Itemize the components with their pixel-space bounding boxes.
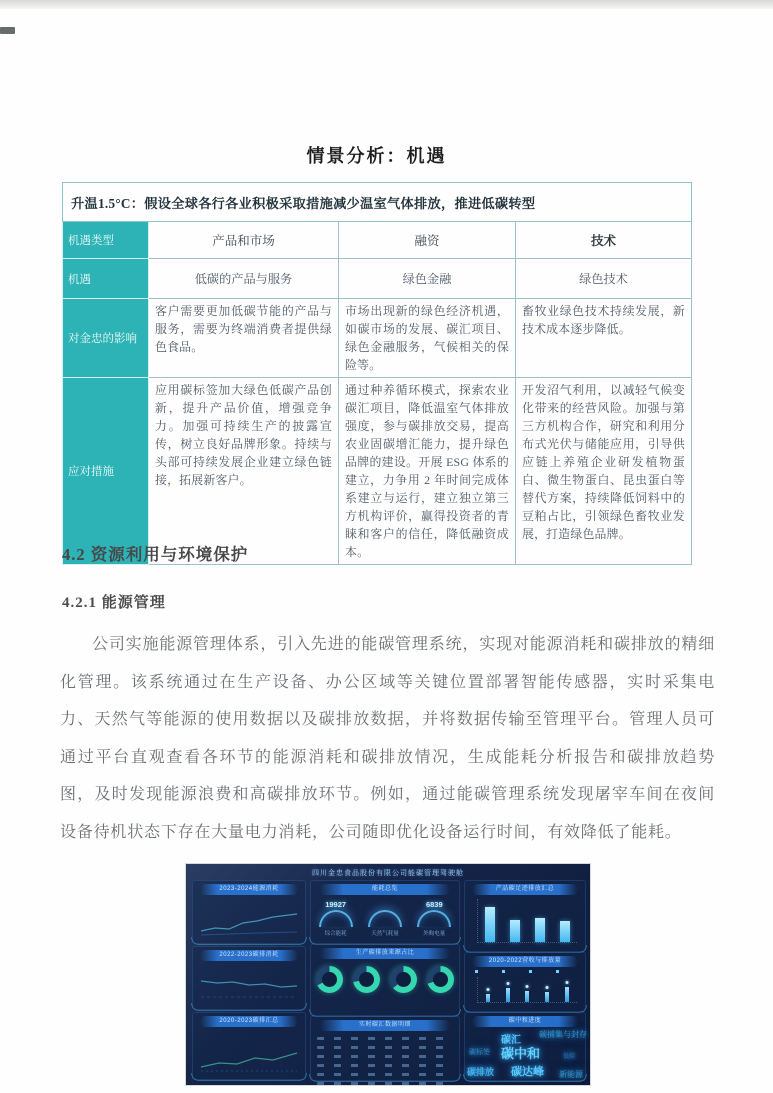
cell-impact-technology: 畜牧业绿色技术持续发展，新技术成本逐步降低。 [516,299,692,378]
emission-share-label: 生产碳排放来源占比 [320,948,450,959]
row-header-measures: 应对措施 [63,378,149,565]
scenario-opportunity-table [62,182,692,565]
carbon-trend-panel [192,946,306,1010]
dashboard-title: 四川金忠食品股份有限公司能碳管理驾驶舱 [312,870,464,877]
row-header-opportunity-type: 机遇类型 [63,222,149,259]
product-bar-chart [477,899,577,943]
donut-charts [311,966,459,993]
revenue-emission-label: 2020-2022营收与排放量 [472,956,578,967]
carbon-line-chart [199,967,299,1005]
cell-impact-financing: 市场出现新的绿色经济机遇，如碳市场的发展、碳汇项目、绿色金融服务，气候相关的保险等。 [339,299,516,378]
realtime-data-label: 实时碳汇数据明细 [320,1020,450,1031]
data-table-rows [317,1037,453,1085]
legend-dots [475,970,575,973]
table-row [63,299,692,378]
trend-bar-chart [477,977,577,1003]
revenue-emission-panel [464,952,586,1012]
gauge-row: 19927 综合能耗 天然气耗量 6839 外购电量 [311,900,459,937]
energy-overview-label: 能耗总览 [320,884,450,895]
col-header-financing: 融资 [339,222,516,259]
row-header-impact: 对金忠的影响 [63,299,149,378]
energy-line-chart [199,901,299,939]
table-row [63,259,692,299]
row-header-opportunity: 机遇 [63,259,149,299]
col-header-technology: 技术 [516,222,692,259]
table-row [63,183,692,222]
cell-opportunity-market: 低碳的产品与服务 [149,259,339,299]
scan-edge-artifact [0,0,773,9]
carbon-summary-panel [192,1012,306,1080]
product-footprint-panel [464,880,586,952]
energy-overview-panel [310,880,460,944]
cell-measures-financing: 通过种养循环模式，探索农业碳汇项目，降低温室气体排放强度，参与碳排放交易，提高农业固碳增汇能力，提升绿色品牌的建设。开展 ESG 体系的建立，力争用 2 年时间完成体系建立与运行，建立独立第三方机构评价，赢得投资者的青睐和客户的信任，降低融资成本。 [339,378,516,565]
carbon-neutral-label: 碳中和进度 [472,1016,578,1027]
cell-measures-technology: 开发沼气利用，以减轻气候变化带来的经营风险。加强与第三方机构合作，研究和利用分布式光伏与储能应用，引导供应链上养殖企业研发植物蛋白、微生物蛋白、昆虫蛋白等替代方案，持续降低饲料中的豆粕占比，引领绿色畜牧业发展，打造绿色品牌。 [516,378,692,565]
energy-trend-label: 2023-2024能源消耗 [200,884,299,895]
energy-carbon-dashboard-image [186,864,590,1085]
summary-line-chart [199,1033,299,1075]
cell-measures-market: 应用碳标签加大绿色低碳产品创新，提升产品价值，增强竞争力。加强可持续生产的披露宣传，树立良好品牌形象。持续与头部可持续发展企业建立绿色链接，拓展新客户。 [149,378,339,565]
cell-opportunity-financing: 绿色金融 [339,259,516,299]
glow-words: 碳汇 碳捕集与封存 碳标签 碳中和 低碳 碳排放 碳达峰 新能源 [467,1030,587,1079]
section-heading: 4.2 资源利用与环境保护 [62,545,249,564]
cell-opportunity-technology: 绿色技术 [516,259,692,299]
scan-mark-artifact [0,27,15,34]
emission-share-panel [310,944,460,1016]
realtime-data-panel [310,1016,460,1081]
carbon-neutral-panel [464,1012,586,1081]
carbon-summary-label: 2020-2023碳排汇总 [200,1016,299,1027]
table-caption: 情景分析：机遇 [306,146,447,166]
energy-trend-panel [192,880,306,944]
table-row [63,378,692,565]
cell-impact-market: 客户需要更加低碳节能的产品与服务，需要为终端消费者提供绿色食品。 [149,299,339,378]
product-footprint-label: 产品碳足迹排放汇总 [472,884,578,895]
scenario-description-cell: 升温1.5°C：假设全球各行各业积极采取措施减少温室气体排放，推进低碳转型 [63,183,692,222]
table-row [63,222,692,259]
col-header-products-market: 产品和市场 [149,222,339,259]
body-paragraph: 公司实施能源管理体系，引入先进的能碳管理系统，实现对能源消耗和碳排放的精细化管理。该系统通过在生产设备、办公区域等关键位置部署智能传感器，实时采集电力、天然气等能源的使用数据以及碳排放数据，并将数据传输至管理平台。管理人员可通过平台直观查看各环节的能源消耗和碳排放情况，生成能耗分析报告和碳排放趋势图，及时发现能源浪费和高碳排放环节。例如，通过能碳管理系统发现屠宰车间在夜间设备待机状态下存在大量电力消耗，公司随即优化设备运行时间，有效降低了能耗。 [60,636,715,841]
carbon-trend-label: 2022-2023碳排消耗 [200,950,299,961]
subsection-heading: 4.2.1 能源管理 [62,595,166,611]
